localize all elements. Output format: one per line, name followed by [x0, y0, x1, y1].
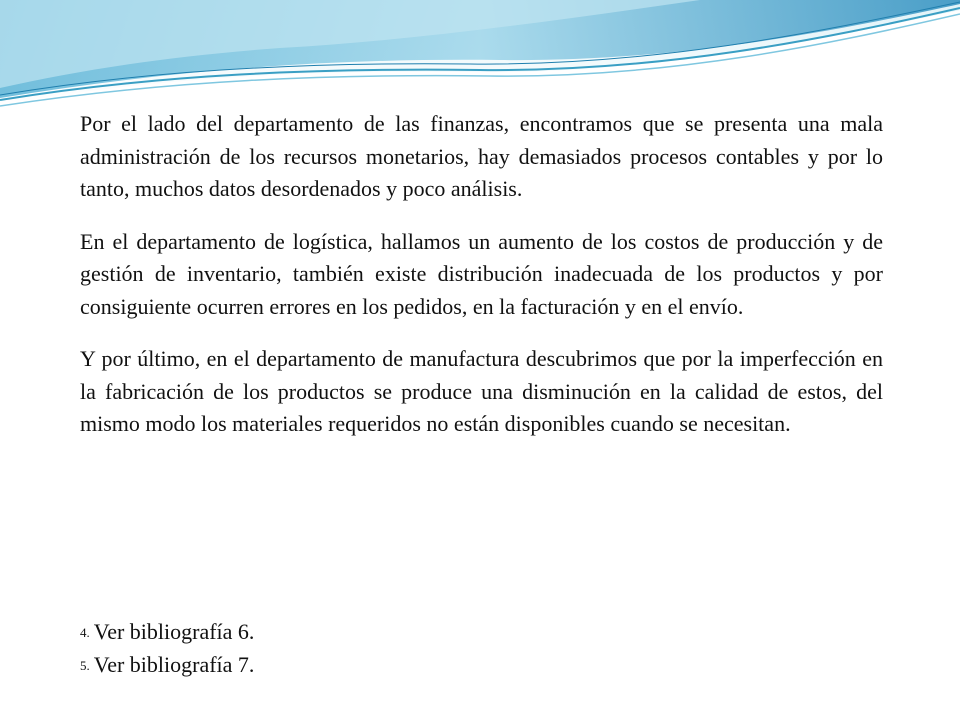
- footnotes: [80, 616, 780, 682]
- body-text: [80, 108, 883, 461]
- footnote-5: [80, 649, 780, 682]
- paragraph-finanzas: Por el lado del departamento de las finanzas, encontramos que se presenta una mala administración de los recursos monetarios, hay demasiados procesos contables y por lo tanto, muchos datos desordenados y poco análisis.: [80, 111, 883, 201]
- paragraph-manufactura: Y por último, en el departamento de manufactura descubrimos que por la imperfección en la fabricación de los productos se produce una disminución en la calidad de estos, del mismo modo los materiales requeridos no están disponibles cuando se necesitan.: [80, 346, 883, 436]
- footnote-text: Ver bibliografía 7.: [93, 652, 255, 677]
- paragraph-logistica: En el departamento de logística, hallamos un aumento de los costos de producción y de gestión de inventario, también existe distribución inadecuada de los productos y por consiguiente ocurren errores en los pedidos, en la facturación y en el envío.: [80, 228, 883, 319]
- footnote-number: 4.: [80, 625, 90, 640]
- footnote-number: 5.: [80, 658, 90, 673]
- footnote-4: [80, 616, 780, 649]
- footnote-text: Ver bibliografía 6.: [93, 619, 255, 644]
